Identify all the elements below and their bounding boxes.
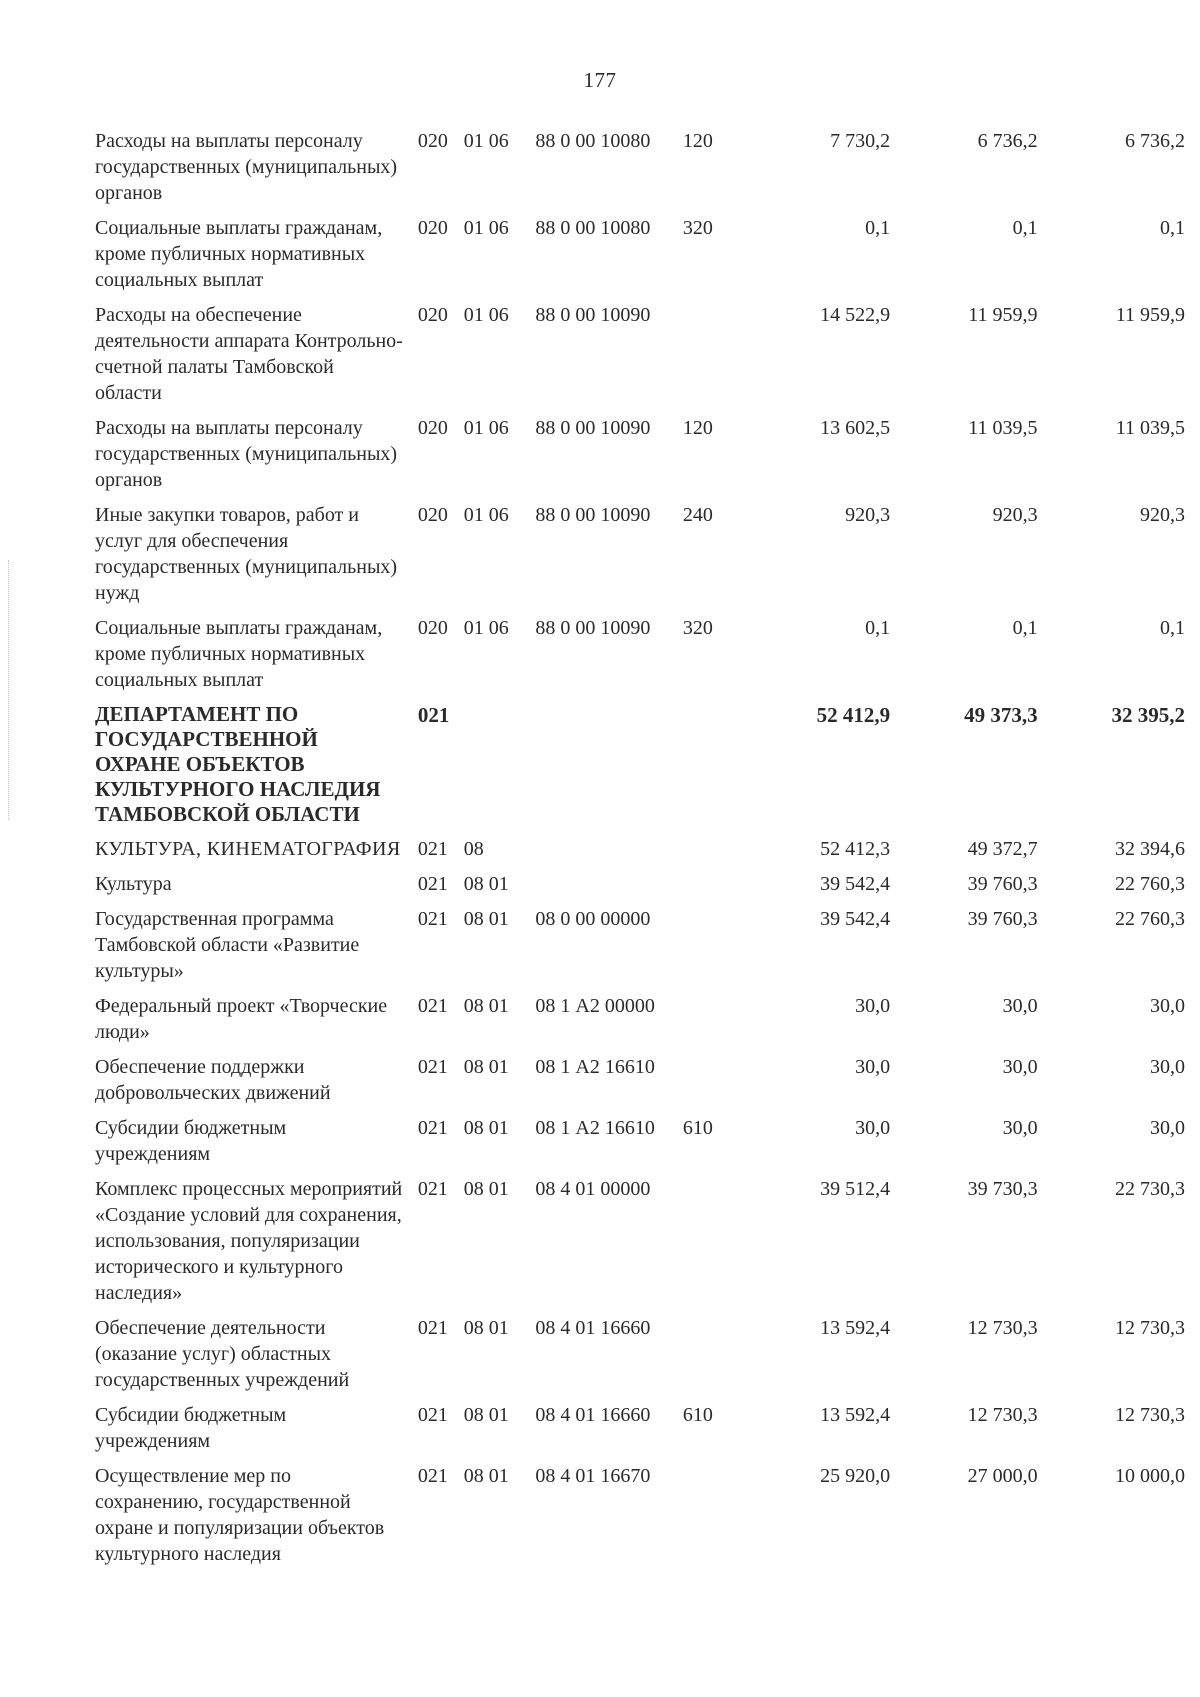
section-subsection-code: 08 01 xyxy=(463,873,509,895)
expense-name: Расходы на обеспечение деятельности аппарата Контрольно-счетной палаты Тамбовской области xyxy=(95,304,403,404)
amount-year-1: 13 592,4 xyxy=(820,1404,891,1426)
table-row xyxy=(95,906,1185,993)
main-administrator-code: 021 xyxy=(417,1178,448,1200)
table-row xyxy=(95,1054,1185,1115)
amount-year-2: 39 730,3 xyxy=(967,1178,1038,1200)
target-article-code: 88 0 00 10090 xyxy=(535,504,651,526)
amount-year-2: 12 730,3 xyxy=(967,1317,1038,1339)
amount-year-3: 12 730,3 xyxy=(1115,1404,1186,1426)
amount-year-1: 920,3 xyxy=(845,504,891,526)
expense-name: Иные закупки товаров, работ и услуг для обеспечения государственных (муниципальных) нужд xyxy=(95,504,398,604)
section-subsection-code: 08 xyxy=(463,838,484,860)
table-row xyxy=(95,415,1185,502)
amount-year-1: 30,0 xyxy=(855,1117,891,1139)
amount-year-3: 11 959,9 xyxy=(1115,304,1186,326)
target-article-code: 88 0 00 10090 xyxy=(535,417,651,439)
expense-name: Обеспечение деятельности (оказание услуг) областных государственных учреждений xyxy=(95,1317,350,1391)
section-subsection-code: 01 06 xyxy=(463,617,509,639)
table-row xyxy=(95,215,1185,302)
amount-year-3: 22 730,3 xyxy=(1115,1178,1186,1200)
scan-margin-marks xyxy=(8,560,11,820)
amount-year-1: 39 512,4 xyxy=(820,1178,891,1200)
main-administrator-code: 021 xyxy=(417,873,448,895)
amount-year-2: 30,0 xyxy=(1002,1117,1038,1139)
table-row xyxy=(95,302,1185,415)
target-article-code: 88 0 00 10080 xyxy=(535,217,651,239)
main-administrator-code: 020 xyxy=(417,217,448,239)
amount-year-3: 32 395,2 xyxy=(1111,703,1186,727)
target-article-code: 08 0 00 00000 xyxy=(535,908,651,930)
amount-year-3: 32 394,6 xyxy=(1115,838,1186,860)
amount-year-3: 30,0 xyxy=(1150,1056,1186,1078)
budget-table xyxy=(95,128,1185,1576)
target-article-code: 88 0 00 10090 xyxy=(535,617,651,639)
expense-type-code: 610 xyxy=(682,1404,713,1426)
amount-year-2: 49 372,7 xyxy=(967,838,1038,860)
table-row xyxy=(95,615,1185,702)
amount-year-3: 22 760,3 xyxy=(1115,908,1186,930)
amount-year-2: 6 736,2 xyxy=(977,130,1038,152)
expense-type-code: 120 xyxy=(682,130,713,152)
amount-year-2: 0,1 xyxy=(1012,217,1038,239)
section-subsection-code: 01 06 xyxy=(463,504,509,526)
expense-name: Субсидии бюджетным учреждениям xyxy=(95,1117,287,1165)
expense-name: Федеральный проект «Творческие люди» xyxy=(95,995,388,1043)
table-row xyxy=(95,871,1185,906)
table-row xyxy=(95,1176,1185,1315)
expense-name: Расходы на выплаты персоналу государственных (муниципальных) органов xyxy=(95,130,398,204)
expense-name: Осуществление мер по сохранению, государственной охране и популяризации объектов культурного наследия xyxy=(95,1465,385,1565)
target-article-code: 88 0 00 10090 xyxy=(535,304,651,326)
target-article-code: 08 1 А2 16610 xyxy=(535,1056,655,1078)
amount-year-2: 11 039,5 xyxy=(968,417,1038,439)
expense-name: Социальные выплаты гражданам, кроме публичных нормативных социальных выплат xyxy=(95,617,383,691)
amount-year-1: 0,1 xyxy=(865,617,891,639)
section-subsection-code: 08 01 xyxy=(463,995,509,1017)
section-subsection-code: 08 01 xyxy=(463,1465,509,1487)
amount-year-2: 49 373,3 xyxy=(964,703,1038,727)
expense-type-code: 320 xyxy=(682,617,713,639)
section-subsection-code: 08 01 xyxy=(463,1404,509,1426)
main-administrator-code: 020 xyxy=(417,504,448,526)
amount-year-1: 52 412,9 xyxy=(816,703,891,727)
expense-name: Государственная программа Тамбовской области «Развитие культуры» xyxy=(95,908,360,982)
target-article-code: 08 4 01 00000 xyxy=(535,1178,651,1200)
amount-year-3: 920,3 xyxy=(1140,504,1186,526)
amount-year-2: 30,0 xyxy=(1002,1056,1038,1078)
amount-year-1: 0,1 xyxy=(865,217,891,239)
expense-type-code: 610 xyxy=(682,1117,713,1139)
main-administrator-code: 021 xyxy=(417,703,450,727)
main-administrator-code: 021 xyxy=(417,838,448,860)
table-row xyxy=(95,993,1185,1054)
page-number: 177 xyxy=(583,68,617,92)
amount-year-3: 6 736,2 xyxy=(1125,130,1186,152)
expense-name: Комплекс процессных мероприятий «Создание условий для сохранения, использования, популяризации исторического и культурного наследия» xyxy=(95,1178,403,1304)
amount-year-1: 39 542,4 xyxy=(820,908,891,930)
amount-year-2: 39 760,3 xyxy=(967,908,1038,930)
section-subsection-code: 08 01 xyxy=(463,1317,509,1339)
amount-year-3: 0,1 xyxy=(1160,617,1186,639)
main-administrator-code: 021 xyxy=(417,995,448,1017)
target-article-code: 08 1 А2 16610 xyxy=(535,1117,655,1139)
amount-year-3: 30,0 xyxy=(1150,995,1186,1017)
section-subsection-code: 01 06 xyxy=(463,130,509,152)
amount-year-1: 25 920,0 xyxy=(820,1465,891,1487)
expense-type-code: 120 xyxy=(682,417,713,439)
main-administrator-code: 021 xyxy=(417,1117,448,1139)
amount-year-2: 920,3 xyxy=(992,504,1038,526)
target-article-code: 08 4 01 16670 xyxy=(535,1465,651,1487)
target-article-code: 08 4 01 16660 xyxy=(535,1317,651,1339)
table-row xyxy=(95,1315,1185,1402)
table-row xyxy=(95,702,1185,836)
amount-year-2: 30,0 xyxy=(1002,995,1038,1017)
amount-year-3: 11 039,5 xyxy=(1115,417,1186,439)
amount-year-3: 0,1 xyxy=(1160,217,1186,239)
table-row xyxy=(95,1463,1185,1576)
expense-name: ДЕПАРТАМЕНТ ПО ГОСУДАРСТВЕННОЙ ОХРАНЕ ОБЪЕКТОВ КУЛЬТУРНОГО НАСЛЕДИЯ ТАМБОВСКОЙ ОБЛАСТИ xyxy=(95,702,381,826)
section-subsection-code: 08 01 xyxy=(463,1178,509,1200)
section-subsection-code: 08 01 xyxy=(463,908,509,930)
expense-name: КУЛЬТУРА, КИНЕМАТОГРАФИЯ xyxy=(95,838,401,860)
target-article-code: 08 4 01 16660 xyxy=(535,1404,651,1426)
section-subsection-code: 08 01 xyxy=(463,1117,509,1139)
section-subsection-code: 01 06 xyxy=(463,417,509,439)
amount-year-3: 10 000,0 xyxy=(1115,1465,1186,1487)
amount-year-1: 13 602,5 xyxy=(820,417,891,439)
amount-year-1: 30,0 xyxy=(855,1056,891,1078)
expense-type-code: 240 xyxy=(682,504,713,526)
section-subsection-code: 08 01 xyxy=(463,1056,509,1078)
expense-name: Социальные выплаты гражданам, кроме публичных нормативных социальных выплат xyxy=(95,217,383,291)
table-row xyxy=(95,836,1185,871)
amount-year-2: 0,1 xyxy=(1012,617,1038,639)
expense-type-code: 320 xyxy=(682,217,713,239)
target-article-code: 88 0 00 10080 xyxy=(535,130,651,152)
section-subsection-code: 01 06 xyxy=(463,217,509,239)
table-row xyxy=(95,128,1185,215)
amount-year-2: 11 959,9 xyxy=(968,304,1038,326)
amount-year-1: 30,0 xyxy=(855,995,891,1017)
main-administrator-code: 021 xyxy=(417,908,448,930)
amount-year-3: 12 730,3 xyxy=(1115,1317,1186,1339)
expense-name: Культура xyxy=(95,873,172,895)
amount-year-1: 7 730,2 xyxy=(830,130,891,152)
amount-year-3: 30,0 xyxy=(1150,1117,1186,1139)
main-administrator-code: 021 xyxy=(417,1317,448,1339)
table-row xyxy=(95,1402,1185,1463)
amount-year-1: 14 522,9 xyxy=(820,304,891,326)
expense-name: Обеспечение поддержки добровольческих движений xyxy=(95,1056,331,1104)
expense-name: Субсидии бюджетным учреждениям xyxy=(95,1404,287,1452)
main-administrator-code: 020 xyxy=(417,617,448,639)
main-administrator-code: 020 xyxy=(417,304,448,326)
target-article-code: 08 1 А2 00000 xyxy=(535,995,655,1017)
main-administrator-code: 021 xyxy=(417,1404,448,1426)
amount-year-1: 13 592,4 xyxy=(820,1317,891,1339)
amount-year-3: 22 760,3 xyxy=(1115,873,1186,895)
expense-name: Расходы на выплаты персоналу государственных (муниципальных) органов xyxy=(95,417,398,491)
amount-year-2: 12 730,3 xyxy=(967,1404,1038,1426)
table-row xyxy=(95,1115,1185,1176)
main-administrator-code: 020 xyxy=(417,417,448,439)
main-administrator-code: 021 xyxy=(417,1465,448,1487)
amount-year-2: 27 000,0 xyxy=(967,1465,1038,1487)
amount-year-1: 52 412,3 xyxy=(820,838,891,860)
amount-year-2: 39 760,3 xyxy=(967,873,1038,895)
main-administrator-code: 020 xyxy=(417,130,448,152)
section-subsection-code: 01 06 xyxy=(463,304,509,326)
main-administrator-code: 021 xyxy=(417,1056,448,1078)
table-row xyxy=(95,502,1185,615)
amount-year-1: 39 542,4 xyxy=(820,873,891,895)
